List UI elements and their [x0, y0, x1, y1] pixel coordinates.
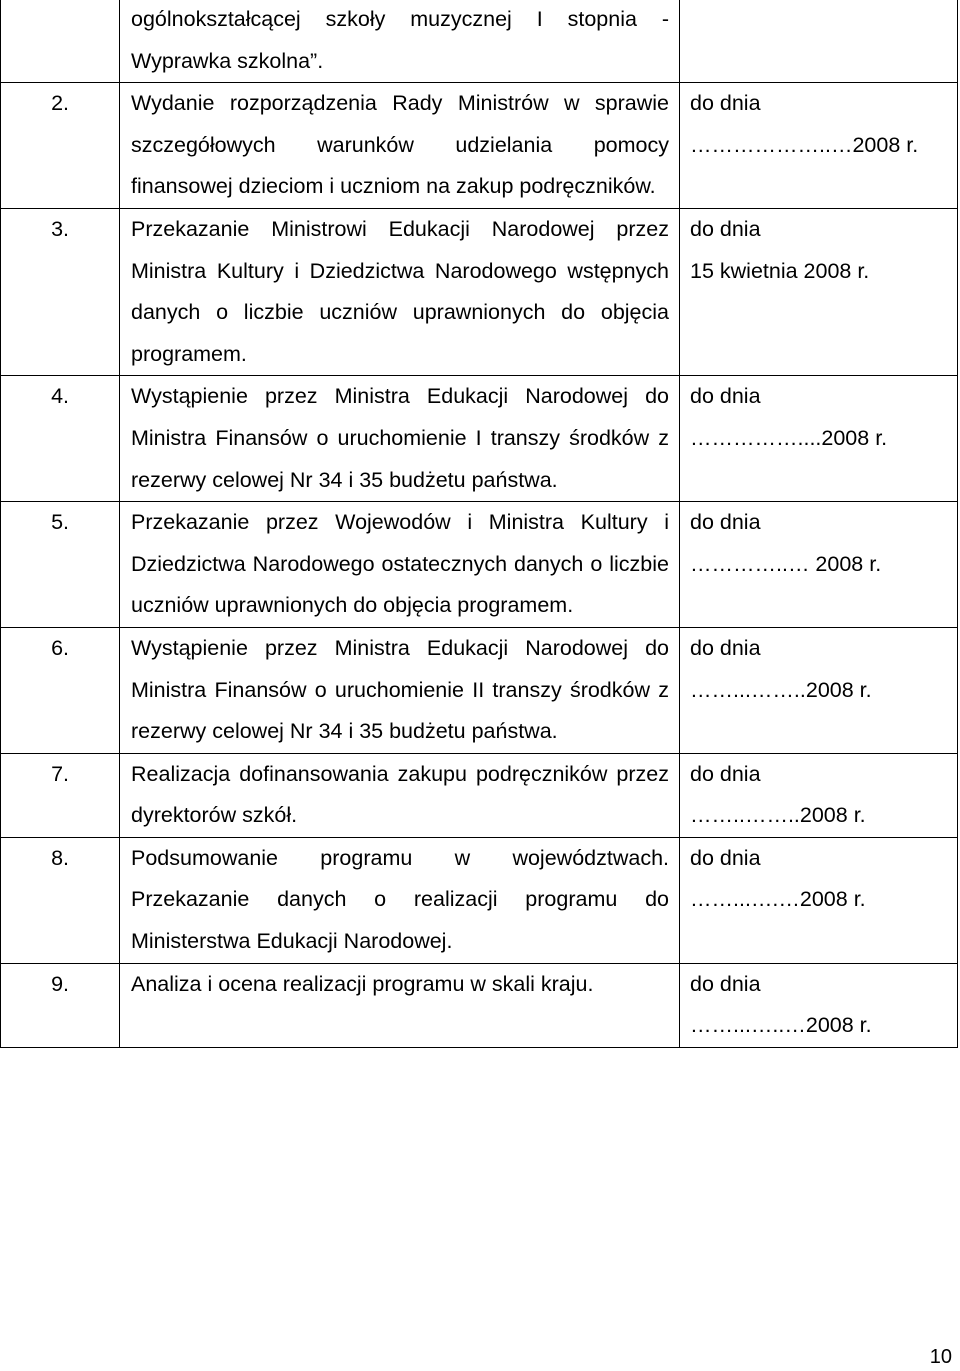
- deadline-cell: [680, 627, 958, 753]
- table-row: [1, 376, 958, 502]
- row-number: [1, 0, 120, 83]
- table-row: [1, 837, 958, 963]
- deadline-date: ……...……..2008 r.: [690, 677, 872, 702]
- deadline-label: do dnia: [690, 845, 761, 870]
- deadline-cell: [680, 83, 958, 209]
- deadline-label: do dnia: [690, 216, 761, 241]
- table-row: [1, 753, 958, 837]
- deadline-label: do dnia: [690, 635, 761, 660]
- task-description: Wydanie rozporządzenia Rady Ministrów w sprawie szczegółowych warunków udzielania pomocy finansowej dzieciom i uczniom na zakup podręczników.: [120, 83, 680, 209]
- task-description: Wystąpienie przez Ministra Edukacji Narodowej do Ministra Finansów o uruchomienie II transzy środków z rezerwy celowej Nr 34 i 35 budżetu państwa.: [120, 627, 680, 753]
- deadline-date: ……...…..…2008 r.: [690, 1013, 872, 1038]
- deadline-date: ……...….…2008 r.: [690, 887, 866, 912]
- deadline-label: do dnia: [690, 510, 761, 535]
- deadline-cell: [680, 837, 958, 963]
- deadline-date: ……………....2008 r.: [690, 425, 888, 450]
- deadline-cell: [680, 0, 958, 83]
- row-number: 2.: [1, 83, 120, 209]
- row-number: 9.: [1, 963, 120, 1047]
- row-number: 4.: [1, 376, 120, 502]
- page-number: 10: [929, 1346, 952, 1368]
- row-number: 6.: [1, 627, 120, 753]
- task-description: Analiza i ocena realizacji programu w skali kraju.: [120, 963, 680, 1047]
- deadline-label: do dnia: [690, 971, 761, 996]
- row-number: 7.: [1, 753, 120, 837]
- row-number: 8.: [1, 837, 120, 963]
- task-description: Wystąpienie przez Ministra Edukacji Narodowej do Ministra Finansów o uruchomienie I transzy środków z rezerwy celowej Nr 34 i 35 budżetu państwa.: [120, 376, 680, 502]
- row-number: 3.: [1, 208, 120, 375]
- deadline-cell: [680, 376, 958, 502]
- deadline-label: do dnia: [690, 384, 761, 409]
- deadline-cell: [680, 502, 958, 628]
- table-row: [1, 627, 958, 753]
- deadline-cell: [680, 753, 958, 837]
- task-description: Realizacja dofinansowania zakupu podręczników przez dyrektorów szkół.: [120, 753, 680, 837]
- table-row: [1, 208, 958, 375]
- table-row: [1, 502, 958, 628]
- task-description: ogólnokształcącej szkoły muzycznej I stopnia - Wyprawka szkolna”.: [120, 0, 680, 83]
- task-description: Przekazanie Ministrowi Edukacji Narodowej przez Ministra Kultury i Dziedzictwa Narodowego wstępnych danych o liczbie uczniów uprawnionych do objęcia programem.: [120, 208, 680, 375]
- table-row: [1, 83, 958, 209]
- task-description: Podsumowanie programu w województwach. Przekazanie danych o realizacji programu do Ministerstwa Edukacji Narodowej.: [120, 837, 680, 963]
- deadline-label: do dnia: [690, 91, 761, 116]
- deadline-date: 15 kwietnia 2008 r.: [690, 258, 870, 283]
- deadline-cell: [680, 208, 958, 375]
- deadline-cell: [680, 963, 958, 1047]
- deadline-date: …………..… 2008 r.: [690, 551, 882, 576]
- deadline-label: do dnia: [690, 761, 761, 786]
- deadline-date: ………………..…2008 r.: [690, 132, 919, 157]
- task-description: Przekazanie przez Wojewodów i Ministra Kultury i Dziedzictwa Narodowego ostatecznych danych o liczbie uczniów uprawnionych do objęcia programem.: [120, 502, 680, 628]
- row-number: 5.: [1, 502, 120, 628]
- deadline-date: ……..……..2008 r.: [690, 803, 866, 828]
- table-row: [1, 963, 958, 1047]
- table-row: [1, 0, 958, 83]
